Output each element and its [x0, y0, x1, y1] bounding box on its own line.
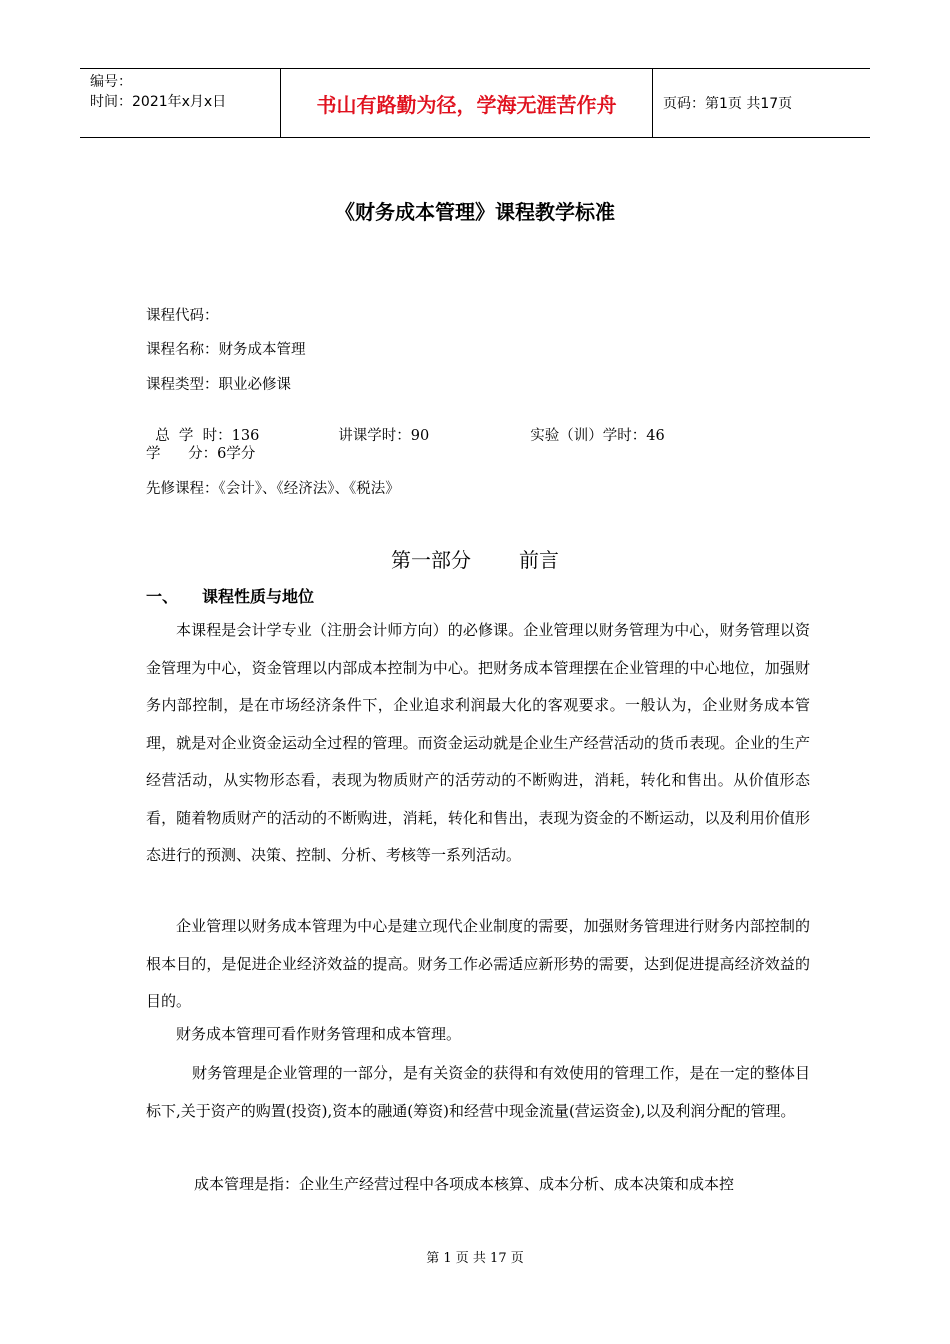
paragraph-4: 财务管理是企业管理的一部分，是有关资金的获得和有效使用的管理工作，是在一定的整体目标下,关于资产的购置(投资),资本的融通(筹资)和经营中现金流量(营运资金),以及利润分配的管理。 [146, 1064, 810, 1120]
document-title: 《财务成本管理》课程教学标准 [335, 200, 615, 224]
part-heading [0, 544, 950, 573]
document-time-label: 时间：2021年x月x日 [90, 94, 227, 110]
header-motto: 书山有路勤为径，学海无涯苦作舟 [281, 69, 653, 137]
course-hours-row [146, 408, 665, 445]
course-name: 课程名称：财务成本管理 [146, 342, 306, 358]
paragraph-5: 成本管理是指：企业生产经营过程中各项成本核算、成本分析、成本决策和成本控 [194, 1175, 735, 1193]
course-credits: 学 分：6学分 [146, 446, 256, 462]
section-number: 一、 [146, 587, 179, 606]
header-page-info: 页码：第1页 共17页 [663, 96, 793, 112]
paragraph-2: 企业管理以财务成本管理为中心是建立现代企业制度的需要，加强财务管理进行财务内部控制的根本目的，是促进企业经济效益的提高。财务工作必需适应新形势的需要，达到促进提高经济效益的目的。 [146, 917, 810, 1010]
course-code: 课程代码： [146, 308, 219, 324]
paragraph-3: 财务成本管理可看作财务管理和成本管理。 [176, 1025, 462, 1043]
total-hours: 总 学 时：136 [155, 428, 260, 444]
prerequisites: 先修课程：《会计》、《经济法》、《税法》 [146, 481, 400, 497]
section-heading [146, 584, 314, 607]
part-name: 第一部分 [391, 548, 471, 572]
document-number-label: 编号： [90, 74, 132, 90]
lecture-hours: 讲课学时：90 [338, 428, 430, 444]
course-type: 课程类型：职业必修课 [146, 377, 291, 393]
part-subtitle: 前言 [519, 548, 559, 572]
header-meta-cell [80, 69, 281, 137]
lab-hours: 实验（训）学时：46 [530, 428, 665, 444]
header-table [80, 68, 870, 138]
paragraph-1: 本课程是会计学专业（注册会计师方向）的必修课。企业管理以财务管理为中心，财务管理以资金管理为中心，资金管理以内部成本控制为中心。把财务成本管理摆在企业管理的中心地位，加强财务内部控制，是在市场经济条件下，企业追求利润最大化的客观要求。一般认为，企业财务成本管理，就是对企业资金运动全过程的管理。而资金运动就是企业生产经营活动的货币表现。企业的生产经营活动，从实物形态看，表现为物质财产的活劳动的不断购进，消耗，转化和售出。从价值形态看，随着物质财产的活动的不断购进，消耗，转化和售出，表现为资金的不断运动，以及利用价值形态进行的预测、决策、控制、分析、考核等一系列活动。 [146, 621, 810, 864]
page-footer: 第 1 页 共 17 页 [426, 1251, 524, 1266]
section-title: 课程性质与地位 [202, 587, 315, 606]
